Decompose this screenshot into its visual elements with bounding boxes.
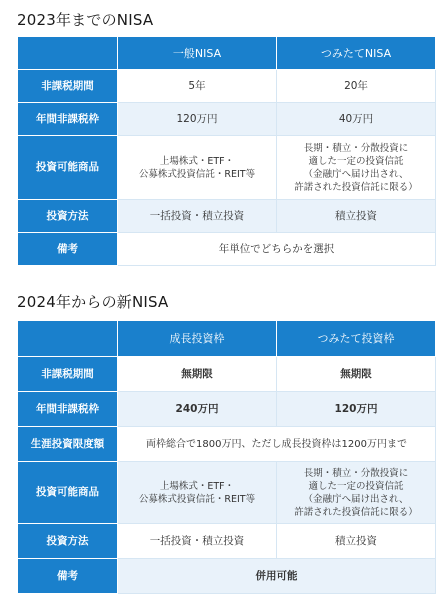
products-line: （金融庁へ届け出され、 (303, 493, 409, 505)
products-line: 長期・積立・分散投資に (303, 142, 409, 154)
header-row (18, 37, 436, 70)
nisa-table-2023 (17, 36, 436, 266)
cell-remarks-merged: 併用可能 (118, 559, 436, 594)
row-label-tax-free-period: 非課税期間 (18, 70, 118, 103)
row-label-annual-limit: 年間非課税枠 (18, 103, 118, 136)
row-annual-limit (18, 103, 436, 136)
cell-tsumitate-method: 積立投資 (277, 200, 436, 233)
row-label-products: 投資可能商品 (18, 136, 118, 200)
products-line: 適した一定の投資信託 (308, 480, 404, 492)
header-tsumitate-nisa: つみたてNISA (277, 37, 436, 70)
cell-tsumitate-period: 無期限 (277, 357, 436, 392)
row-label-products: 投資可能商品 (18, 462, 118, 524)
header-growth-frame: 成長投資枠 (118, 321, 277, 357)
row-lifetime-limit (18, 427, 436, 462)
cell-remarks-merged: 年単位でどちらかを選択 (118, 233, 436, 266)
row-method (18, 200, 436, 233)
row-products (18, 462, 436, 524)
header-row (18, 321, 436, 357)
cell-ippan-method: 一括投資・積立投資 (118, 200, 277, 233)
row-label-method: 投資方法 (18, 524, 118, 559)
row-remarks (18, 559, 436, 594)
row-tax-free-period (18, 70, 436, 103)
products-line: 適した一定の投資信託 (308, 155, 404, 167)
products-line: 公募株式投資信託・REIT等 (138, 168, 256, 180)
row-label-remarks: 備考 (18, 559, 118, 594)
row-tax-free-period (18, 357, 436, 392)
cell-ippan-products (118, 136, 277, 200)
row-annual-limit (18, 392, 436, 427)
cell-tsumitate-annual: 120万円 (277, 392, 436, 427)
products-line: 長期・積立・分散投資に (303, 467, 409, 479)
header-tsumitate-frame: つみたて投資枠 (277, 321, 436, 357)
products-line: 公募株式投資信託・REIT等 (138, 493, 256, 505)
cell-tsumitate-products (277, 462, 436, 524)
products-line: 上場株式・ETF・ (159, 155, 235, 167)
row-label-remarks: 備考 (18, 233, 118, 266)
cell-growth-period: 無期限 (118, 357, 277, 392)
header-corner (18, 321, 118, 357)
header-ippan-nisa: 一般NISA (118, 37, 277, 70)
cell-ippan-annual: 120万円 (118, 103, 277, 136)
row-remarks (18, 233, 436, 266)
cell-ippan-period: 5年 (118, 70, 277, 103)
section-title-2024: 2024年からの新NISA (17, 293, 169, 311)
cell-growth-products (118, 462, 277, 524)
products-line: 上場株式・ETF・ (159, 480, 235, 492)
cell-growth-method: 一括投資・積立投資 (118, 524, 277, 559)
products-line: 許諾された投資信託に限る） (294, 181, 418, 193)
products-line: （金融庁へ届け出され、 (303, 168, 409, 180)
section-title-2023: 2023年までのNISA (17, 11, 154, 29)
cell-tsumitate-period: 20年 (277, 70, 436, 103)
row-products (18, 136, 436, 200)
cell-growth-annual: 240万円 (118, 392, 277, 427)
cell-tsumitate-method: 積立投資 (277, 524, 436, 559)
cell-tsumitate-annual: 40万円 (277, 103, 436, 136)
cell-lifetime-merged: 両枠総合で1800万円、ただし成長投資枠は1200万円まで (118, 427, 436, 462)
header-corner (18, 37, 118, 70)
row-label-annual-limit: 年間非課税枠 (18, 392, 118, 427)
row-label-method: 投資方法 (18, 200, 118, 233)
products-line: 許諾された投資信託に限る） (294, 506, 418, 518)
row-label-lifetime-limit: 生涯投資限度額 (18, 427, 118, 462)
cell-tsumitate-products (277, 136, 436, 200)
row-method (18, 524, 436, 559)
row-label-tax-free-period: 非課税期間 (18, 357, 118, 392)
nisa-table-2024 (17, 320, 436, 594)
